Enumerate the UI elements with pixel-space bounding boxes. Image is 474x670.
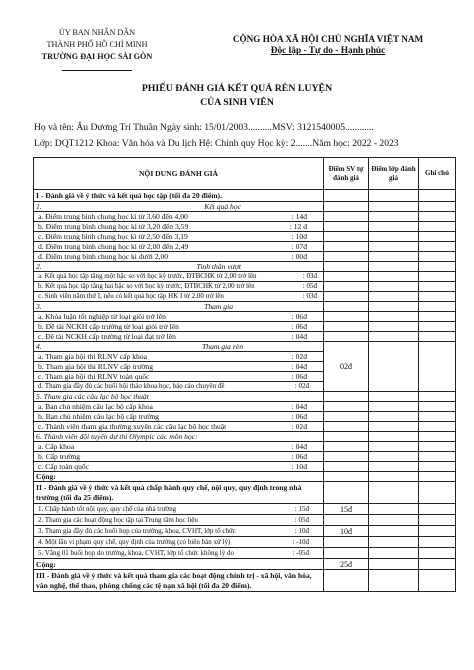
item-points: : 04đ	[291, 332, 307, 341]
section-2-item	[34, 515, 324, 526]
item-points: : -05đ	[292, 548, 309, 557]
item-points: : 02đ	[291, 422, 307, 431]
org-line-3: TRƯỜNG ĐẠI HỌC SÀI GÒN	[41, 52, 153, 61]
org-underline	[62, 70, 132, 71]
group-4-item	[34, 352, 324, 362]
item-label: đ. Điểm trung bình chung học kì dưới 2,00	[38, 252, 169, 261]
item-label: a. Ban chủ nhiệm câu lạc bộ cấp khoa	[38, 402, 153, 411]
item-points: : 03đ	[302, 272, 317, 280]
item-label: b. Đề tài NCKH cấp trường từ loại giỏi trở lên	[38, 322, 179, 331]
item-label: a. Điểm trung bình chung học kì từ 3,60 đến 4,00	[38, 212, 188, 221]
item-label: a. Khóa luận tốt nghiệp từ loại giỏi trở lên	[38, 312, 166, 321]
group-2-heading	[34, 262, 324, 272]
item-self-score	[324, 537, 369, 548]
section-2-total-label: Cộng:	[34, 559, 324, 570]
item-label: b. Kết quả học tập tăng hai bậc so với học kỳ trước, ĐTBCHK từ 2,00 trở lên	[38, 282, 255, 290]
section-2-item	[34, 526, 324, 537]
group-3-item	[34, 322, 324, 332]
form-subtitle: CỦA SINH VIÊN	[200, 97, 274, 108]
group-3-heading	[34, 302, 324, 312]
group-2-number: 2.	[36, 262, 42, 271]
group-5-item	[34, 402, 324, 412]
group-4-item	[34, 362, 324, 372]
item-points: : 10đ	[291, 232, 307, 241]
item-points: : 05đ	[302, 282, 317, 290]
section-2-total-self: 25đ	[324, 559, 369, 570]
item-label: b. Cấp trường	[38, 452, 81, 461]
item-points: : 02đ	[291, 352, 307, 361]
header-content: NỘI DUNG ĐÁNH GIÁ	[34, 158, 324, 190]
item-points: : 02đ	[294, 382, 309, 390]
nation-name: CỘNG HÒA XÃ HỘI CHỦ NGHĨA VIỆT NAM	[232, 34, 424, 44]
section-3-title: III - Đánh giá về ý thức và kết quả tham gia các hoạt động chính trị - xã hội, văn hóa, văn nghệ, thể thao, phòng chống các tệ nạn xã hội (tối đa 20 điểm).	[34, 570, 324, 592]
org-line-2: THÀNH PHỐ HỒ CHÍ MINH	[46, 40, 148, 49]
national-motto: Độc lập - Tự do - Hạnh phúc	[270, 46, 386, 56]
item-label: b. Ban chủ nhiệm câu lạc bộ cấp trường	[38, 412, 159, 421]
item-label: b. Điểm trung bình chung học kì từ 3,20 đến 3,59	[38, 222, 189, 231]
item-points: : 06đ	[291, 452, 307, 461]
group-5-item	[34, 412, 324, 422]
item-label: a. Cấp khoa	[38, 442, 75, 451]
item-label: a. Tham gia hội thi RLNV cấp khoa	[38, 352, 147, 361]
header-note: Ghi chú	[419, 158, 456, 190]
item-points: : 12 đ	[289, 222, 307, 231]
section-2-item	[34, 504, 324, 515]
section-2-item	[34, 537, 324, 548]
section-1-total-label: Cộng:	[34, 472, 324, 482]
group-6-item	[34, 442, 324, 452]
header-class-score: Điểm lớp đánh giá	[369, 158, 419, 190]
group-5-heading: 5. Tham gia các câu lạc bộ học thuật	[34, 392, 324, 402]
section-2-item	[34, 548, 324, 559]
item-label: c. Đề tài NCKH cấp trường từ loại đạt trở lên	[38, 332, 176, 341]
item-points: : 05đ	[294, 515, 309, 524]
group-1-item	[34, 252, 324, 262]
item-points: : 15đ	[294, 504, 309, 513]
org-line-1: ỦY BAN NHÂN DÂN	[58, 28, 136, 37]
item-points: : 03đ	[302, 292, 317, 300]
group-1-item	[34, 242, 324, 252]
evaluation-table	[33, 157, 456, 592]
item-label: c. Điểm trung bình chung học kì từ 2,50 đến 3,19	[38, 232, 188, 241]
group-3-number: 3.	[36, 302, 42, 311]
item-points: : 10đ	[291, 462, 307, 471]
item-label: d. Điểm trung bình chung học kì từ 2,00 đến 2,49	[38, 242, 189, 251]
student-info-line-2: Lớp: DQT1212 Khoa: Văn hóa và Du lịch Hệ: Chính quy Học kỳ: 2.......Năm học: 2022 - 2023	[34, 138, 399, 149]
group-4-title: Tham gia rèn	[202, 342, 243, 351]
section-2-title: II - Đánh giá về ý thức và kết quả chấp hành quy chế, nội quy, quy định trong nhà trường (tối đa 25 điểm).	[34, 482, 324, 504]
item-points: : 04đ	[291, 442, 307, 451]
national-header	[218, 33, 438, 57]
item-self-score	[324, 515, 369, 526]
item-points: : -10đ	[292, 537, 309, 546]
group-6-item	[34, 452, 324, 462]
group-2-item	[34, 282, 324, 292]
section-1-title: I - Đánh giá về ý thức và kết quả học tập (tối đa 20 điểm).	[34, 190, 324, 202]
item-label: b. Tham gia hội thi RLNV cấp trường	[38, 362, 153, 371]
group-4-number: 4.	[36, 342, 42, 351]
group-4-self-score: 02đ	[324, 342, 369, 392]
item-points: : 06đ	[291, 312, 307, 321]
group-4-item	[34, 372, 324, 382]
item-self-score: 15đ	[324, 504, 369, 515]
item-points: : 06đ	[291, 322, 307, 331]
group-5-item	[34, 422, 324, 432]
group-1-item	[34, 212, 324, 222]
group-1-heading	[34, 202, 324, 212]
item-label: a. Kết quả học tập tăng một bậc so với học kỳ trước, ĐTBCHK từ 2,00 trở lên	[38, 272, 257, 280]
item-points: : 04đ	[291, 402, 307, 411]
form-title: PHIẾU ĐÁNH GIÁ KẾT QUẢ RÈN LUYỆN	[141, 83, 333, 94]
item-points: : 06đ	[291, 412, 307, 421]
item-points: : 07đ	[291, 242, 307, 251]
item-points: : 04đ	[291, 362, 307, 371]
item-points: : 14đ	[291, 212, 307, 221]
group-3-item	[34, 312, 324, 322]
group-2-item	[34, 292, 324, 302]
group-3-title: Tham gia	[204, 302, 233, 311]
item-label: 2. Tham gia các hoạt động học tập tại Trung tâm học liệu	[38, 515, 198, 524]
item-points: : 10đ	[294, 526, 309, 535]
item-label: 4. Một lần vi phạm quy chế, quy định của trường (có biên bản xử lý)	[38, 537, 231, 546]
item-self-score: 10đ	[324, 526, 369, 537]
group-2-item	[34, 272, 324, 282]
group-6-heading: 6. Thành viên đội tuyển dự thi Olympic các môn học:	[34, 432, 324, 442]
item-label: c. Tham gia hội thi RLNV toàn quốc	[38, 372, 150, 381]
group-1-item	[34, 222, 324, 232]
header-self-score: Điểm SV tự đánh giá	[324, 158, 369, 190]
group-1-title: Kết quả học	[204, 202, 241, 211]
student-info-line-1: Họ và tên: Âu Dương Trí Thuần Ngày sinh: 15/01/2003..........MSV: 3121540005............	[34, 122, 374, 133]
item-points: : 00đ	[291, 252, 307, 261]
item-points: : 06đ	[291, 372, 307, 381]
group-1-item	[34, 232, 324, 242]
item-label: 1. Chấp hành tốt nội quy, quy chế của nhà trường	[38, 504, 177, 513]
item-label: 3. Tham gia đầy đủ các buổi họp của trường, khoa, CVHT, lớp tổ chức	[38, 526, 236, 535]
item-label: 5. Vắng 01 buổi họp do trường, khoa, CVHT, lớp tổ chức không lý do	[38, 548, 234, 557]
item-label: d. Tham gia đầy đủ các buổi hội thảo khoa học, báo cáo chuyên đề	[38, 382, 225, 390]
group-4-heading	[34, 342, 324, 352]
item-label: c. Thành viên tham gia thường xuyên các câu lạc bộ học thuật	[38, 422, 227, 431]
group-2-title: Tinh thần vượt	[196, 262, 241, 271]
group-6-item	[34, 462, 324, 472]
item-label: c. Sinh viên năm thứ I, nếu có kết quả học tập HK I từ 2,00 trở lên	[38, 292, 224, 300]
group-3-item	[34, 332, 324, 342]
group-4-item	[34, 382, 324, 392]
group-1-number: 1.	[36, 202, 42, 211]
issuing-organization	[22, 27, 172, 75]
item-self-score	[324, 548, 369, 559]
item-label: c. Cấp toàn quốc	[38, 462, 90, 471]
